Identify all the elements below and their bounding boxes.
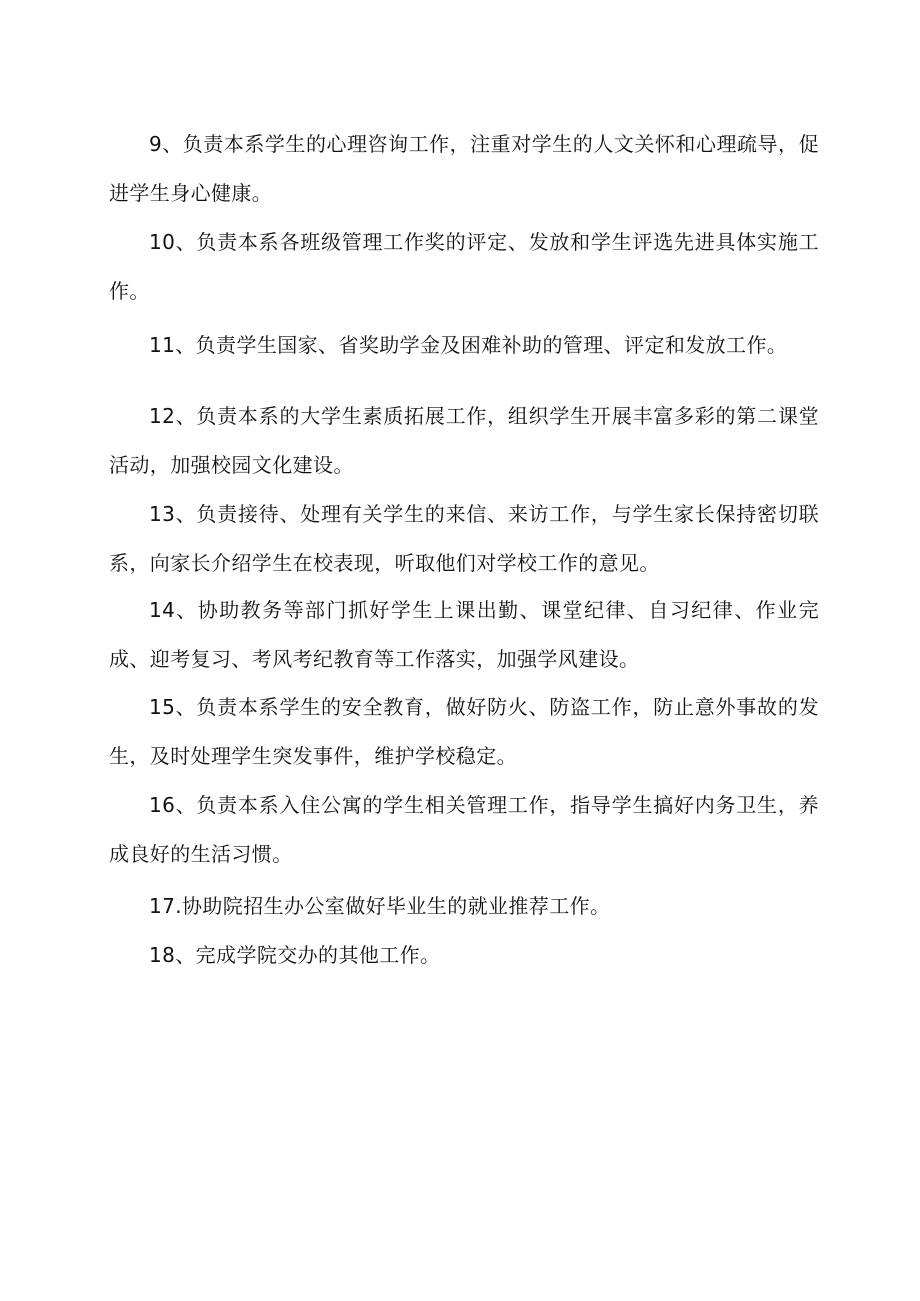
duty-item-16: 16、负责本系入住公寓的学生相关管理工作，指导学生搞好内务卫生，养成良好的生活习惯。 [109, 793, 819, 866]
duty-item-14: 14、协助教务等部门抓好学生上课出勤、课堂纪律、自习纪律、作业完成、迎考复习、考风考纪教育等工作落实，加强学风建设。 [109, 598, 819, 671]
duty-item-9: 9、负责本系学生的心理咨询工作，注重对学生的人文关怀和心理疏导，促进学生身心健康。 [109, 132, 819, 205]
duty-item-17: 17.协助院招生办公室做好毕业生的就业推荐工作。 [149, 894, 611, 918]
duty-item-12: 12、负责本系的大学生素质拓展工作，组织学生开展丰富多彩的第二课堂活动，加强校园文化建设。 [109, 404, 819, 477]
duty-item-10: 10、负责本系各班级管理工作奖的评定、发放和学生评选先进具体实施工作。 [109, 230, 819, 303]
duty-item-15: 15、负责本系学生的安全教育，做好防火、防盗工作，防止意外事故的发生，及时处理学生突发事件，维护学校稳定。 [109, 695, 819, 768]
duty-item-18: 18、完成学院交办的其他工作。 [149, 943, 441, 967]
duty-item-11: 11、负责学生国家、省奖助学金及困难补助的管理、评定和发放工作。 [149, 333, 788, 357]
duty-item-13: 13、负责接待、处理有关学生的来信、来访工作，与学生家长保持密切联系，向家长介绍学生在校表现，听取他们对学校工作的意见。 [109, 502, 819, 575]
